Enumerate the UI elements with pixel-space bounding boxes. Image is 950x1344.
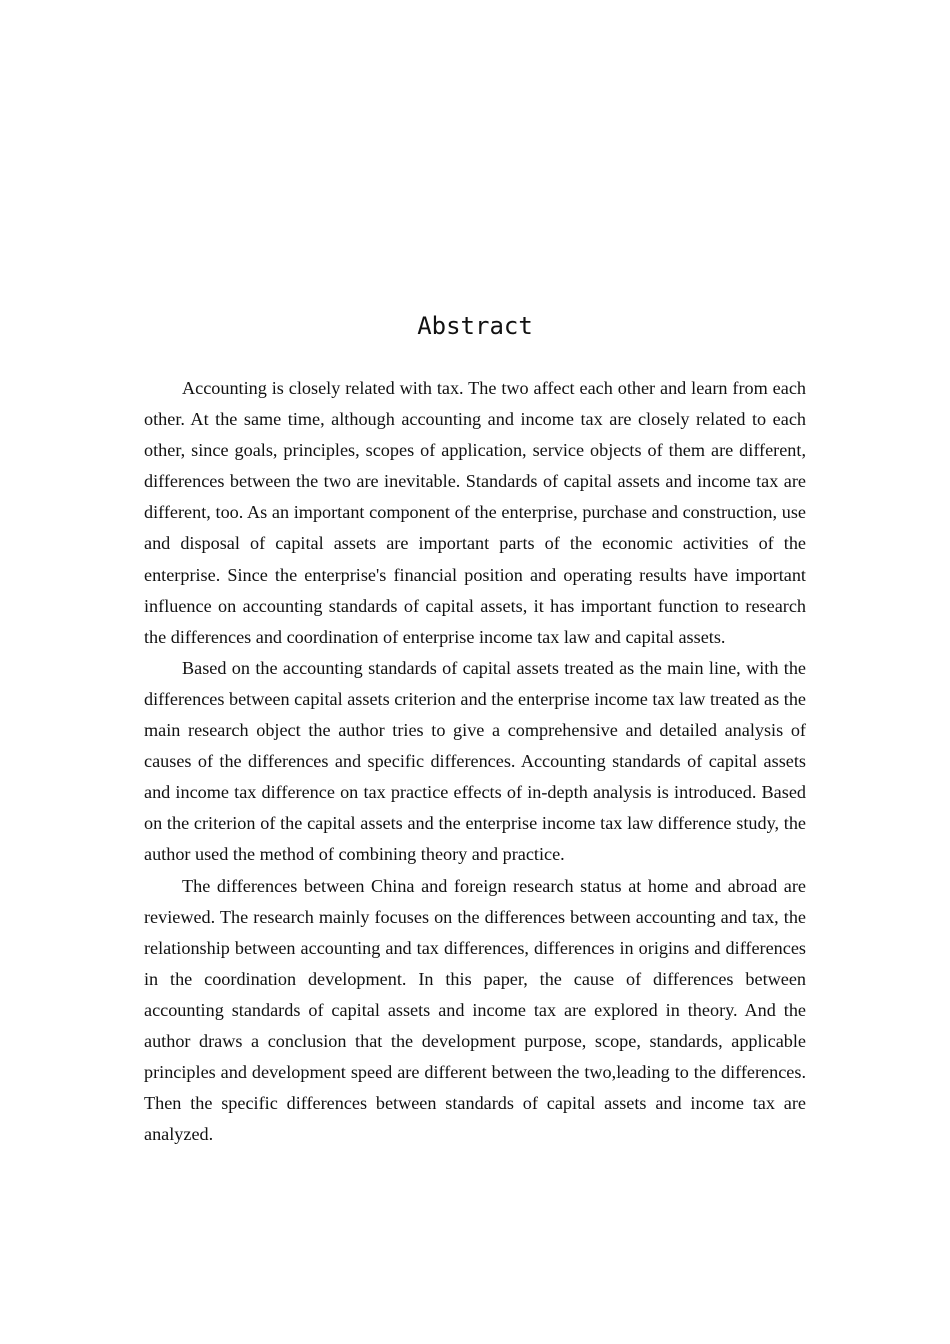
abstract-paragraph-2: Based on the accounting standards of capital assets treated as the main line, with the differences between capital assets criterion and the enterprise income tax law treated as the main research object the author tries to give a comprehensive and detailed analysis of causes of the differences and specific differences. Accounting standards of capital assets and income tax difference on tax practice effects of in-depth analysis is introduced. Based on the criterion of the capital assets and the enterprise income tax law difference study, the author used the method of combining theory and practice.	[144, 657, 806, 865]
abstract-body	[144, 373, 806, 1150]
abstract-paragraph-3: The differences between China and foreign research status at home and abroad are reviewed. The research mainly focuses on the differences between accounting and tax, the relationship between accounting and tax differences, differences in origins and differences in the coordination development. In this paper, the cause of differences between accounting standards of capital assets and income tax are explored in theory. And the author draws a conclusion that the development purpose, scope, standards, applicable principles and development speed are different between the two,leading to the differences. Then the specific differences between standards of capital assets and income tax are analyzed.	[144, 875, 806, 1145]
abstract-title: Abstract	[417, 312, 533, 340]
abstract-paragraph-1: Accounting is closely related with tax. The two affect each other and learn from each other. At the same time, although accounting and income tax are closely related to each other, since goals, principles, scopes of application, service objects of them are different, differences between the two are inevitable. Standards of capital assets and income tax are different, too. As an important component of the enterprise, purchase and construction, use and disposal of capital assets are important parts of the economic activities of the enterprise. Since the enterprise's financial position and operating results have important influence on accounting standards of capital assets, it has important function to research the differences and coordination of enterprise income tax law and capital assets.	[144, 378, 806, 647]
